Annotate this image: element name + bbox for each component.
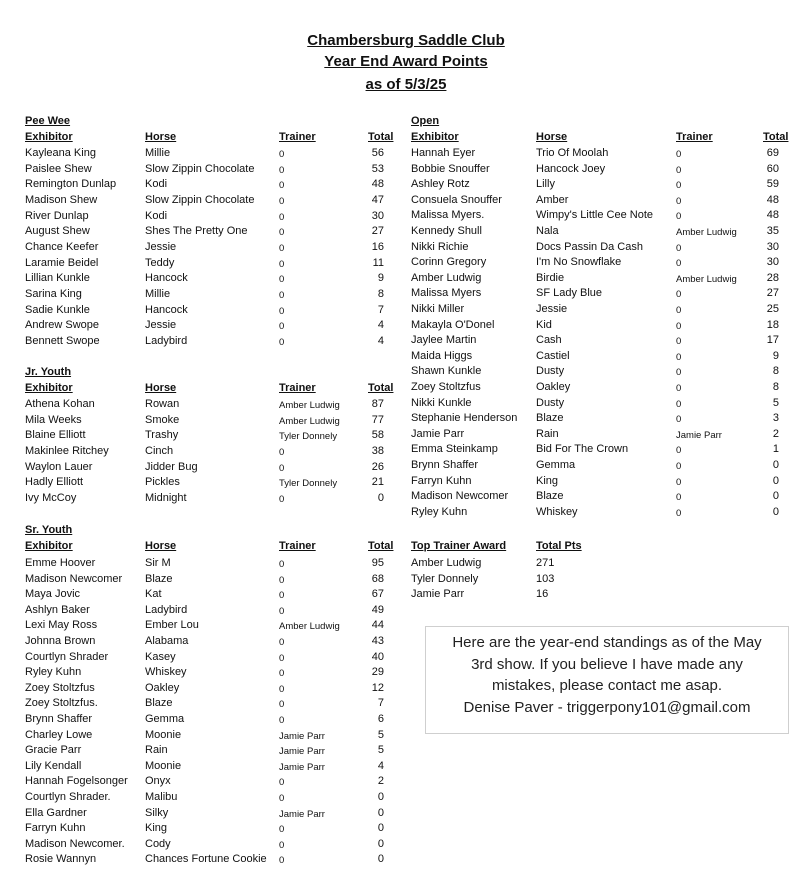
exhibitor-cell: Courtlyn Shrader [25,651,109,663]
total-cell: 6 [377,713,384,725]
trainer-column-header: Trainer [676,131,713,143]
total-column-header: Total [368,382,394,394]
total-cell: 48 [371,178,384,190]
total-cell: 0 [377,807,384,819]
total-cell: 5 [772,397,779,409]
total-column-header: Total [368,540,394,552]
trainer-cell: 0 [279,196,285,207]
trainer-cell: 0 [279,793,285,804]
trainer-cell: 0 [676,508,682,519]
horse-cell: Silky [145,807,169,819]
total-cell: 87 [371,398,384,410]
total-cell: 8 [772,381,779,393]
note-line: 3rd show. If you believe I have made any [471,655,743,673]
exhibitor-cell: Lily Kendall [25,760,82,772]
trainer-cell: 0 [279,575,285,586]
horse-cell: Cash [536,334,562,346]
trainer-cell: 0 [676,305,682,316]
exhibitor-cell: Gracie Parr [25,744,82,756]
horse-cell: Millie [145,288,171,300]
trainer-column-header: Trainer [279,540,316,552]
trainer-cell: 0 [279,777,285,788]
horse-cell: Trashy [145,429,179,441]
horse-cell: Jessie [145,319,177,331]
horse-cell: Hancock [145,272,188,284]
exhibitor-cell: Bobbie Snouffer [411,163,490,175]
horse-cell: Kodi [145,178,168,190]
note-line: mistakes, please contact me asap. [491,677,723,694]
total-cell: 77 [371,414,384,426]
horse-cell: Smoke [145,414,180,426]
total-cell: 0 [377,853,384,865]
exhibitor-column-header: Exhibitor [25,131,73,143]
exhibitor-cell: Hadly Elliott [25,476,84,488]
total-cell: 3 [772,412,779,424]
exhibitor-cell: Chance Keefer [25,241,99,253]
trainer-cell: Jamie Parr [279,809,325,820]
total-cell: 0 [377,838,384,850]
exhibitor-cell: Jaylee Martin [411,334,477,346]
trainer-cell: 0 [676,165,682,176]
trainer-cell: 0 [676,336,682,347]
horse-cell: Ember Lou [145,619,199,631]
horse-cell: Docs Passin Da Cash [536,241,643,253]
exhibitor-cell: Brynn Shaffer [25,713,93,725]
trainer-cell: 0 [279,321,285,332]
horse-cell: Rowan [145,398,180,410]
exhibitor-cell: Madison Newcomer [411,490,509,502]
trainer-cell: 0 [676,461,682,472]
horse-cell: Amber [536,194,569,206]
horse-column-header: Horse [145,382,177,394]
horse-cell: Slow Zippin Chocolate [145,194,255,206]
trainer-cell: 0 [676,414,682,425]
horse-cell: Pickles [145,476,180,488]
horse-cell: Blaze [145,697,173,709]
trainer-cell: 0 [279,590,285,601]
horse-column-header: Horse [145,540,177,552]
exhibitor-cell: Rosie Wannyn [25,853,97,865]
horse-cell: Oakley [145,682,180,694]
exhibitor-cell: Kayleana King [25,147,96,159]
total-cell: 9 [772,350,779,362]
total-cell: 17 [766,334,779,346]
trainer-cell: 0 [279,715,285,726]
trainer-cell: 0 [279,494,285,505]
total-cell: 0 [772,475,779,487]
horse-cell: Whiskey [536,506,578,518]
trainer-cell: 0 [676,352,682,363]
trainer-cell: 0 [279,840,285,851]
horse-cell: Slow Zippin Chocolate [145,163,255,175]
horse-cell: Moonie [145,729,182,741]
horse-cell: Jessie [536,303,568,315]
exhibitor-cell: Hannah Fogelsonger [25,775,128,787]
horse-cell: Blaze [145,573,173,585]
horse-cell: Teddy [145,257,175,269]
total-cell: 8 [377,288,384,300]
total-cell: 35 [766,225,779,237]
total-cell: 0 [772,506,779,518]
exhibitor-cell: Malissa Myers [411,287,482,299]
trainer-points-cell: 271 [536,557,555,569]
exhibitor-cell: Ella Gardner [25,807,87,819]
horse-cell: Lilly [536,178,555,190]
trainer-cell: Jamie Parr [279,746,325,757]
trainer-cell: Amber Ludwig [279,621,340,632]
trainer-cell: 0 [279,447,285,458]
trainer-column-header: Trainer [279,382,316,394]
total-column-header: Total [368,131,394,143]
exhibitor-cell: Johnna Brown [25,635,96,647]
exhibitor-cell: Madison Newcomer. [25,838,125,850]
trainer-cell: 0 [279,149,285,160]
exhibitor-cell: Athena Kohan [25,398,95,410]
horse-cell: Hancock Joey [536,163,606,175]
total-cell: 43 [371,635,384,647]
exhibitor-cell: Bennett Swope [25,335,100,347]
total-cell: 58 [371,429,384,441]
trainer-cell: 0 [279,180,285,191]
total-cell: 95 [371,557,384,569]
trainer-cell: 0 [279,212,285,223]
note-line: Denise Paver - triggerpony101@gmail.com [463,698,751,716]
horse-cell: Alabama [145,635,189,647]
total-cell: 0 [377,822,384,834]
total-cell: 0 [772,459,779,471]
title-line: Year End Award Points [324,53,488,70]
total-cell: 68 [371,573,384,585]
trainer-cell: 0 [676,445,682,456]
horse-cell: Rain [536,428,559,440]
exhibitor-cell: Sarina King [25,288,82,300]
exhibitor-cell: Ashley Rotz [411,178,470,190]
exhibitor-cell: Farryn Kuhn [25,822,86,834]
horse-cell: Wimpy's Little Cee Note [536,209,654,221]
horse-cell: Malibu [145,791,178,803]
exhibitor-cell: River Dunlap [25,210,89,222]
exhibitor-cell: Paislee Shew [25,163,92,175]
trainer-cell: Amber Ludwig [676,227,737,238]
exhibitor-cell: Ryley Kuhn [25,666,82,678]
total-cell: 18 [766,319,779,331]
trainer-cell: 0 [279,653,285,664]
horse-cell: Sir M [145,557,171,569]
total-cell: 49 [371,604,384,616]
exhibitor-cell: Laramie Beidel [25,257,99,269]
horse-cell: Gemma [536,459,576,471]
horse-cell: Cinch [145,445,174,457]
exhibitor-cell: Ryley Kuhn [411,506,468,518]
total-cell: 11 [372,257,384,269]
total-cell: 5 [377,729,384,741]
exhibitor-cell: Zoey Stoltzfus. [25,697,98,709]
horse-cell: Onyx [145,775,171,787]
horse-cell: Nala [536,225,559,237]
exhibitor-cell: Courtlyn Shrader. [25,791,111,803]
trainer-cell: 0 [279,606,285,617]
trainer-cell: 0 [676,211,682,222]
exhibitor-cell: Remington Dunlap [25,178,117,190]
trainer-cell: Amber Ludwig [676,274,737,285]
exhibitor-cell: Lexi May Ross [25,619,98,631]
total-cell: 53 [371,163,384,175]
trainer-cell: 0 [676,243,682,254]
trainer-cell: 0 [279,824,285,835]
section-title: Jr. Youth [25,366,72,378]
standings-note [425,626,789,734]
trainer-cell: 0 [279,699,285,710]
exhibitor-cell: Ivy McCoy [25,492,77,504]
horse-cell: Moonie [145,760,182,772]
horse-cell: Blaze [536,490,564,502]
total-cell: 26 [371,461,384,473]
trainer-points-cell: 103 [536,573,555,585]
horse-cell: Midnight [145,492,187,504]
total-cell: 69 [766,147,779,159]
trainer-cell: 0 [279,243,285,254]
trainer-cell: 0 [279,684,285,695]
exhibitor-cell: Jamie Parr [411,428,465,440]
title-line: Chambersburg Saddle Club [307,32,505,49]
total-cell: 7 [377,304,384,316]
exhibitor-cell: Sadie Kunkle [25,304,90,316]
total-cell: 27 [371,225,384,237]
trainer-cell: Tyler Donnely [279,478,338,489]
horse-cell: Kasey [145,651,176,663]
total-cell: 27 [766,287,779,299]
total-pts-header: Total Pts [536,540,582,552]
exhibitor-column-header: Exhibitor [411,131,459,143]
exhibitor-cell: Emma Steinkamp [411,443,498,455]
horse-cell: King [536,475,559,487]
horse-cell: SF Lady Blue [536,287,603,299]
exhibitor-cell: Waylon Lauer [25,461,93,473]
exhibitor-cell: Zoey Stoltzfus [411,381,481,393]
section-title: Sr. Youth [25,524,73,536]
horse-cell: Cody [145,838,171,850]
total-cell: 30 [766,256,779,268]
total-cell: 0 [377,791,384,803]
total-cell: 44 [371,619,384,631]
total-cell: 48 [766,209,779,221]
title-line: as of 5/3/25 [365,76,447,93]
horse-cell: Trio Of Moolah [536,147,609,159]
total-cell: 0 [377,492,384,504]
exhibitor-cell: Madison Newcomer [25,573,123,585]
exhibitor-cell: Mila Weeks [25,414,82,426]
horse-cell: Rain [145,744,168,756]
total-column-header: Total [763,131,789,143]
trainer-cell: 0 [279,337,285,348]
exhibitor-cell: Makayla O'Donel [411,319,495,331]
trainer-points-cell: 16 [536,588,549,600]
exhibitor-cell: Emme Hoover [25,557,96,569]
trainer-cell: 0 [279,290,285,301]
total-cell: 4 [377,319,384,331]
total-cell: 47 [371,194,384,206]
total-cell: 2 [377,775,384,787]
exhibitor-column-header: Exhibitor [25,540,73,552]
trainer-cell: 0 [676,492,682,503]
exhibitor-cell: Charley Lowe [25,729,93,741]
total-cell: 30 [766,241,779,253]
section-title: Pee Wee [25,115,71,127]
horse-cell: Oakley [536,381,571,393]
trainer-cell: Tyler Donnely [279,431,338,442]
total-cell: 30 [371,210,384,222]
total-cell: 5 [377,744,384,756]
trainer-name-cell: Jamie Parr [411,588,465,600]
trainer-cell: 0 [279,559,285,570]
total-cell: 29 [371,666,384,678]
exhibitor-cell: Madison Shew [25,194,98,206]
horse-cell: Birdie [536,272,565,284]
horse-cell: Whiskey [145,666,187,678]
horse-cell: Blaze [536,412,564,424]
trainer-cell: 0 [676,367,682,378]
trainer-cell: 0 [279,274,285,285]
note-line: Here are the year-end standings as of the May [452,634,762,651]
trainer-cell: Jamie Parr [279,731,325,742]
total-cell: 4 [377,335,384,347]
exhibitor-cell: Lillian Kunkle [25,272,90,284]
horse-cell: Ladybird [145,604,188,616]
trainer-cell: 0 [279,227,285,238]
trainer-cell: 0 [676,149,682,160]
horse-cell: Jessie [145,241,177,253]
horse-cell: Kid [536,319,552,331]
horse-cell: Kat [145,588,162,600]
total-cell: 25 [766,303,779,315]
horse-cell: Dusty [536,365,565,377]
horse-cell: Castiel [536,350,570,362]
exhibitor-cell: Nikki Richie [411,241,469,253]
trainer-cell: 0 [279,306,285,317]
trainer-cell: 0 [676,180,682,191]
total-cell: 0 [772,490,779,502]
trainer-name-cell: Amber Ludwig [411,557,482,569]
exhibitor-column-header: Exhibitor [25,382,73,394]
horse-cell: Bid For The Crown [536,443,629,455]
exhibitor-cell: Kennedy Shull [411,225,482,237]
total-cell: 28 [766,272,779,284]
total-cell: 21 [371,476,384,488]
horse-cell: Jidder Bug [145,461,198,473]
horse-cell: Kodi [145,210,168,222]
exhibitor-cell: Brynn Shaffer [411,459,479,471]
exhibitor-cell: Amber Ludwig [411,272,482,284]
horse-column-header: Horse [145,131,177,143]
total-cell: 67 [371,588,384,600]
total-cell: 4 [377,760,384,772]
total-cell: 2 [772,428,779,440]
exhibitor-cell: August Shew [25,225,90,237]
exhibitor-cell: Makinlee Ritchey [25,445,109,457]
trainer-cell: Amber Ludwig [279,416,340,427]
exhibitor-cell: Consuela Snouffer [411,194,502,206]
total-cell: 8 [772,365,779,377]
trainer-cell: Jamie Parr [279,762,325,773]
trainer-cell: 0 [676,258,682,269]
trainer-cell: 0 [279,668,285,679]
trainer-cell: 0 [279,637,285,648]
total-cell: 12 [371,682,384,694]
horse-cell: Gemma [145,713,185,725]
trainer-column-header: Trainer [279,131,316,143]
total-cell: 1 [772,443,779,455]
total-cell: 16 [371,241,384,253]
exhibitor-cell: Blaine Elliott [25,429,86,441]
horse-cell: Dusty [536,397,565,409]
trainer-cell: 0 [676,383,682,394]
trainer-cell: Jamie Parr [676,430,722,441]
trainer-cell: 0 [676,399,682,410]
exhibitor-cell: Stephanie Henderson [411,412,518,424]
exhibitor-cell: Nikki Miller [411,303,465,315]
trainer-cell: 0 [279,463,285,474]
exhibitor-cell: Hannah Eyer [411,147,476,159]
exhibitor-cell: Nikki Kunkle [411,397,472,409]
trainer-cell: 0 [279,165,285,176]
trainer-cell: 0 [279,855,285,866]
exhibitor-cell: Maya Jovic [25,588,81,600]
top-trainer-header: Top Trainer Award [411,540,507,552]
exhibitor-cell: Andrew Swope [25,319,99,331]
trainer-cell: 0 [676,321,682,332]
horse-cell: Chances Fortune Cookie [145,853,267,865]
trainer-name-cell: Tyler Donnely [411,573,479,585]
trainer-cell: 0 [279,259,285,270]
horse-cell: Hancock [145,304,188,316]
exhibitor-cell: Malissa Myers. [411,209,485,221]
total-cell: 40 [371,651,384,663]
exhibitor-cell: Farryn Kuhn [411,475,472,487]
trainer-cell: 0 [676,196,682,207]
horse-column-header: Horse [536,131,568,143]
total-cell: 56 [371,147,384,159]
exhibitor-cell: Maida Higgs [411,350,473,362]
total-cell: 59 [766,178,779,190]
trainer-cell: Amber Ludwig [279,400,340,411]
trainer-cell: 0 [676,289,682,300]
total-cell: 9 [377,272,384,284]
horse-cell: Shes The Pretty One [145,225,248,237]
horse-cell: Ladybird [145,335,188,347]
total-cell: 60 [766,163,779,175]
horse-cell: Millie [145,147,171,159]
exhibitor-cell: Shawn Kunkle [411,365,482,377]
exhibitor-cell: Corinn Gregory [411,256,487,268]
horse-cell: King [145,822,168,834]
total-cell: 38 [371,445,384,457]
total-cell: 48 [766,194,779,206]
exhibitor-cell: Ashlyn Baker [25,604,90,616]
exhibitor-cell: Zoey Stoltzfus [25,682,95,694]
horse-cell: I'm No Snowflake [536,256,622,268]
section-title: Open [411,115,440,127]
total-cell: 7 [377,697,384,709]
trainer-cell: 0 [676,477,682,488]
